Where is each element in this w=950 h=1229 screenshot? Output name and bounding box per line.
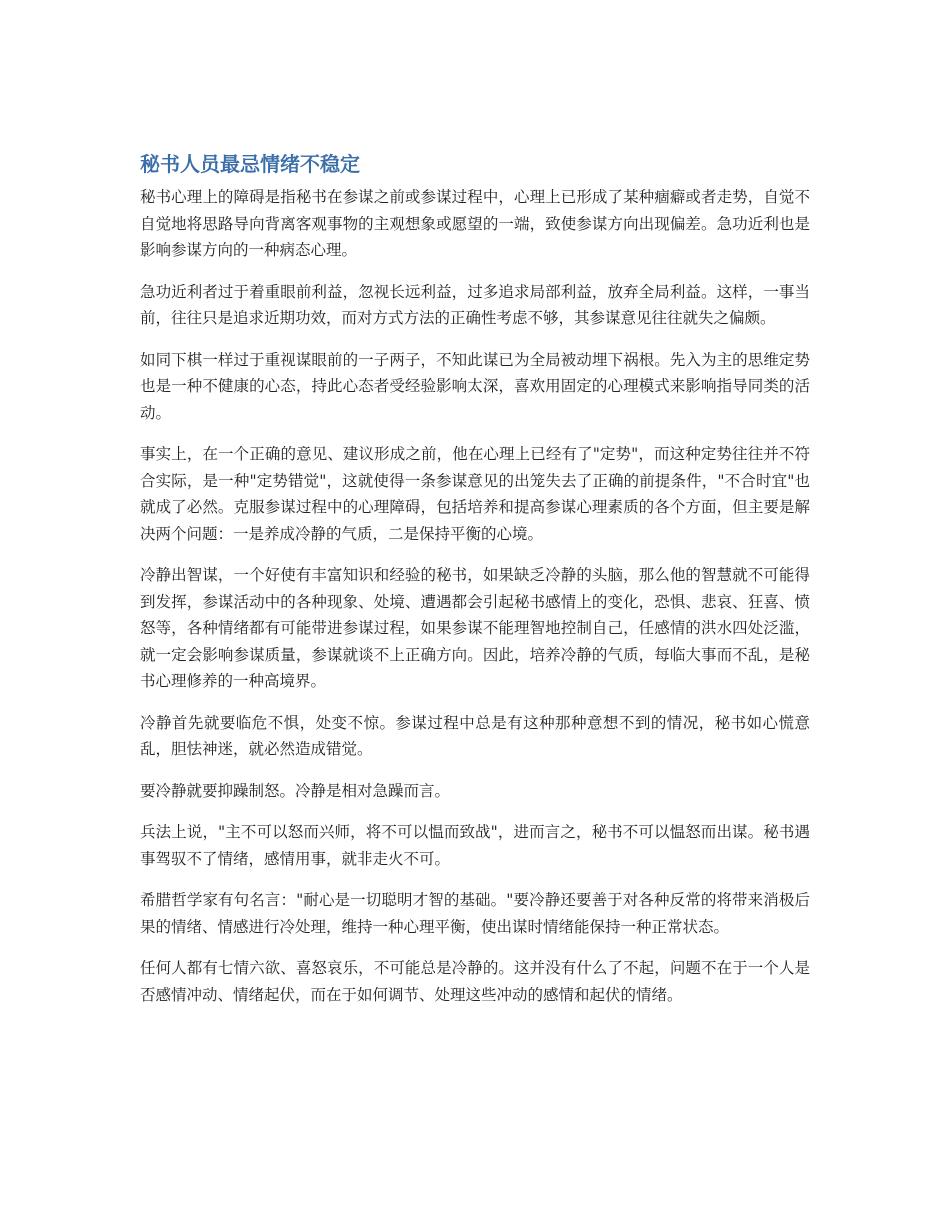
- paragraph-8: 兵法上说，"主不可以怒而兴师，将不可以愠而致战"，进而言之，秘书不可以愠怒而出谋。秘书遇事驾驭不了情绪，感情用事，就非走火不可。: [140, 823, 810, 868]
- paragraph-9: 希腊哲学家有句名言："耐心是一切聪明才智的基础。"要冷静还要善于对各种反常的将带来消极后果的情绪、情感进行冷处理，维持一种心理平衡，使出谋时情绪能保持一种正常状态。: [140, 891, 810, 936]
- paragraph-7: 要冷静就要抑躁制怒。冷静是相对急躁而言。: [140, 781, 451, 800]
- paragraph-10: 任何人都有七情六欲、喜怒哀乐，不可能总是冷静的。这并没有什么了不起，问题不在于一个人是否感情冲动、情绪起伏，而在于如何调节、处理这些冲动的感情和起伏的情绪。: [140, 959, 810, 1004]
- paragraph-2: 急功近利者过于着重眼前利益，忽视长远利益，过多追求局部利益，放弃全局利益。这样，一事当前，往往只是追求近期功效，而对方式方法的正确性考虑不够，其参谋意见往往就失之偏颇。: [140, 282, 810, 327]
- paragraph-4: 事实上，在一个正确的意见、建议形成之前，他在心理上已经有了"定势"，而这种定势往往并不符合实际，是一种"定势错觉"，这就使得一条参谋意见的出笼失去了正确的前提条件，"不合时宜"也就成了必然。克服参谋过程中的心理障碍，包括培养和提高参谋心理素质的各个方面，但主要是解决两个问题：一是养成冷静的气质，二是保持平衡的心境。: [140, 445, 810, 543]
- paragraph-5: 冷静出智谋，一个好使有丰富知识和经验的秘书，如果缺乏冷静的头脑，那么他的智慧就不可能得到发挥，参谋活动中的各种现象、处境、遭遇都会引起秘书感情上的变化，恐惧、悲哀、狂喜、愤怒等，各种情绪都有可能带进参谋过程，如果参谋不能理智地控制自己，任感情的洪水四处泛滥，就一定会影响参谋质量，参谋就谈不上正确方向。因此，培养冷静的气质，每临大事而不乱，是秘书心理修养的一种高境界。: [140, 566, 810, 690]
- article-title: 秘书人员最忌情绪不稳定: [140, 152, 360, 176]
- paragraph-6: 冷静首先就要临危不惧，处变不惊。参谋过程中总是有这种那种意想不到的情况，秘书如心慌意乱，胆怯神迷，就必然造成错觉。: [140, 713, 810, 758]
- article-body: [140, 150, 810, 1023]
- paragraph-1: 秘书心理上的障碍是指秘书在参谋之前或参谋过程中，心理上已形成了某种痼癖或者走势，自觉不自觉地将思路导向背离客观事物的主观想象或愿望的一端，致使参谋方向出现偏差。急功近利也是影响参谋方向的一种病态心理。: [140, 188, 810, 259]
- paragraph-3: 如同下棋一样过于重视谋眼前的一子两子，不知此谋已为全局被动埋下祸根。先入为主的思维定势也是一种不健康的心态，持此心态者受经验影响太深，喜欢用固定的心理模式来影响指导同类的活动。: [140, 350, 810, 422]
